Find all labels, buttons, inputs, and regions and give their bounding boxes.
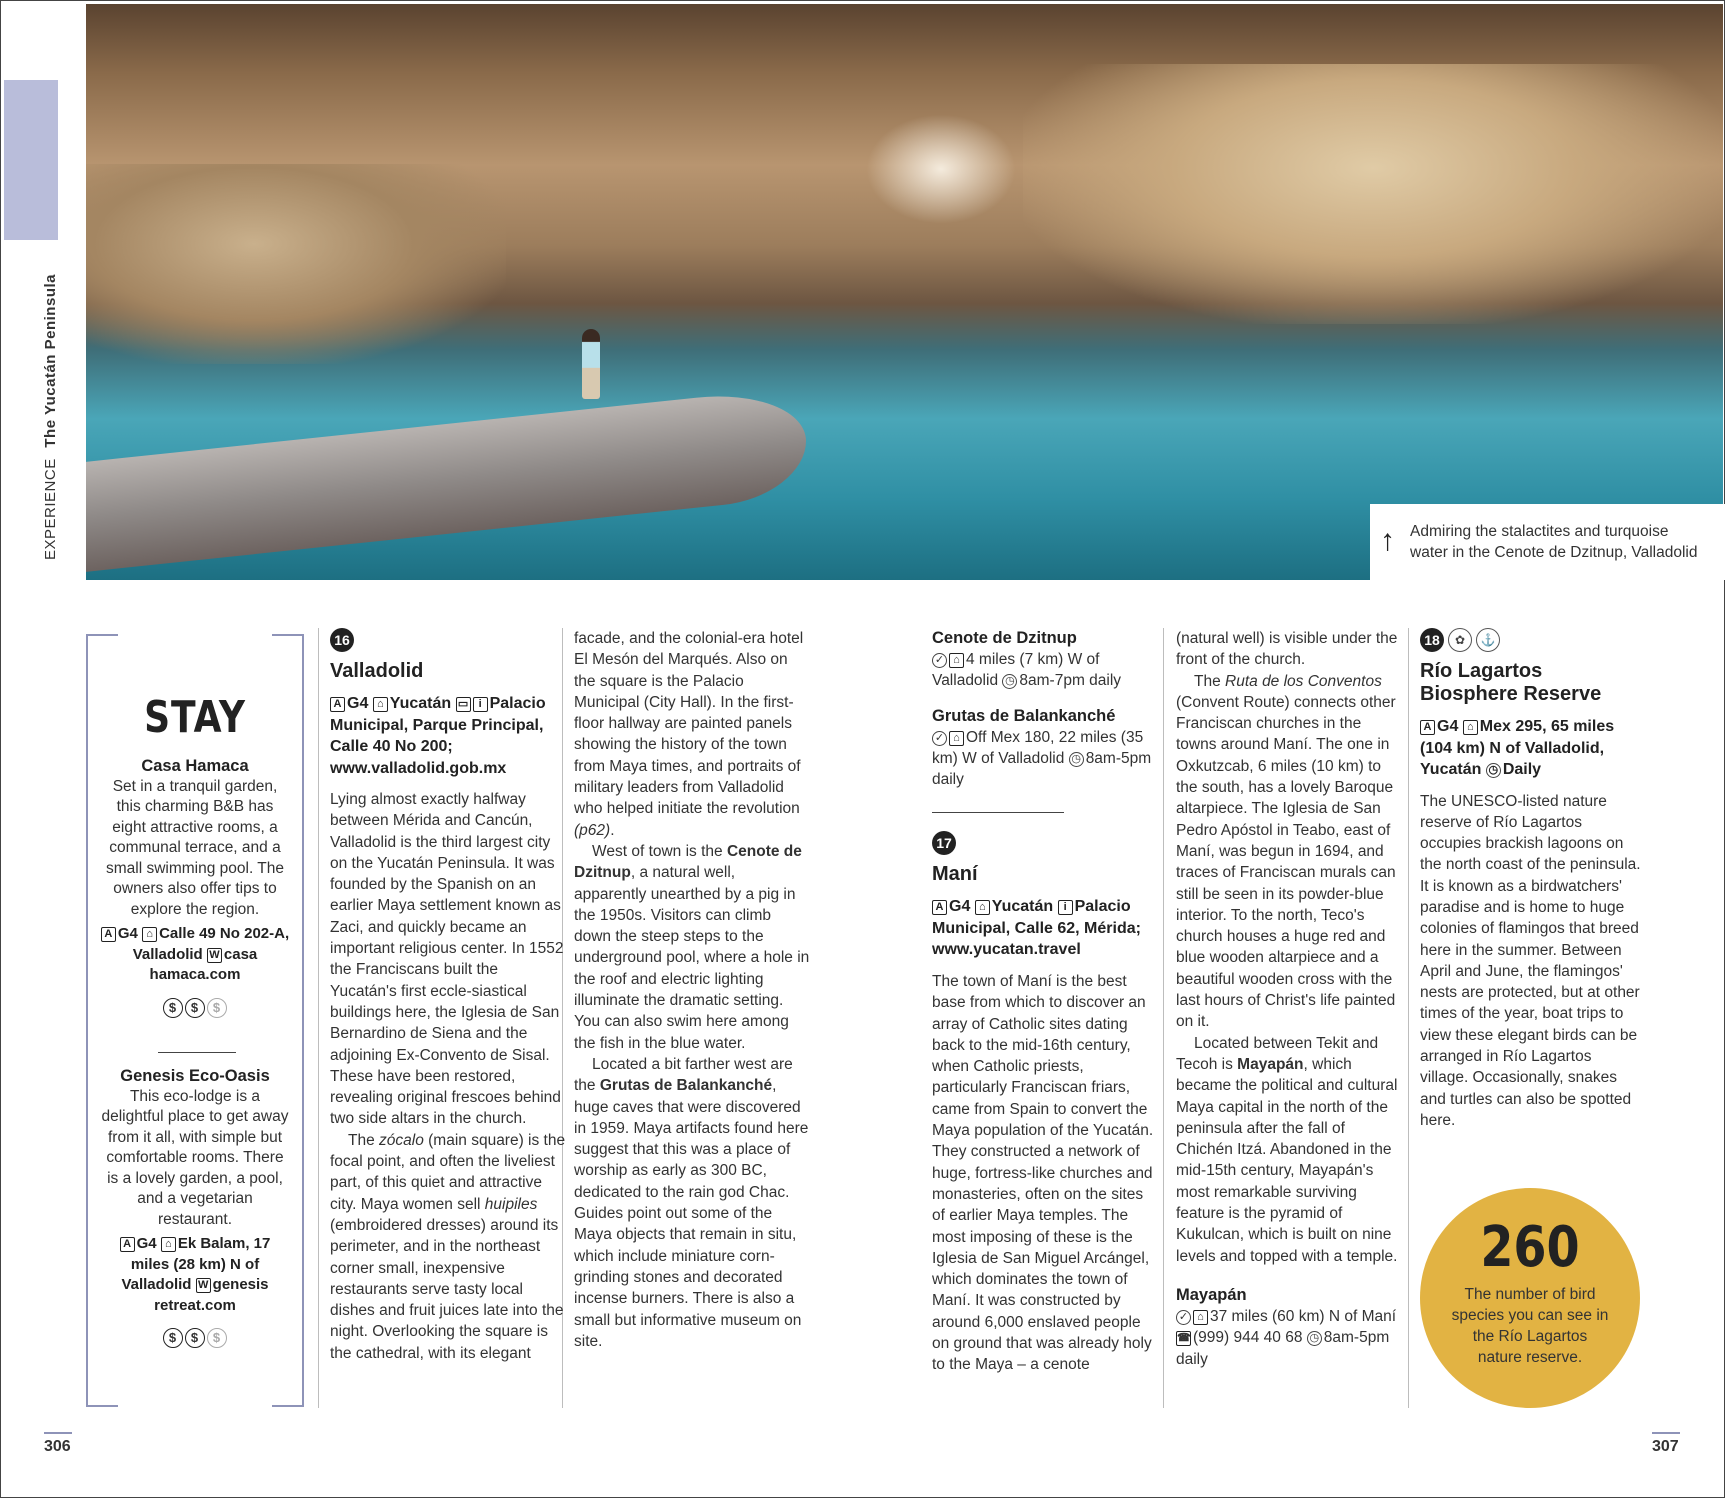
cenote-location: 4 miles (7 km) W of Valladolid	[932, 651, 1100, 690]
fact-circle	[1420, 1188, 1640, 1408]
entry-title-rio-lagartos: Río Lagartos Biosphere Reserve	[1420, 660, 1602, 705]
info-icon: i	[1058, 900, 1073, 915]
stay-entry-info	[100, 1234, 290, 1316]
stay-corner-tl	[88, 634, 118, 636]
price-dollar-empty: $	[207, 1328, 227, 1348]
stay-entry-web[interactable]: genesis retreat.com	[154, 1276, 269, 1314]
text-run: Located a bit farther west are the	[574, 1055, 793, 1095]
entry-title-valladolid: Valladolid	[330, 660, 424, 682]
rio-location: Mex 295, 65 miles (104 km) N of Valladolid, Yucatán	[1420, 718, 1615, 778]
boat-icon: ⚓	[1476, 628, 1500, 652]
text-run: facade, and the colonial-era hotel El Mesón del Marqués. Also on the square is the Palacio Municipal (City Hall). In the first-floor hallway are painted panels showing the history of the town from Maya times, and portraits of military leaders from Valladolid who helped initiate the revolution	[574, 630, 804, 818]
price-dollar-filled: $	[163, 1328, 183, 1348]
text-run: , huge caves that were discovered in 1959. Maya artifacts found here suggest that this was a place of worship as early as 300 BC, dedicated to the rain god Chac. Guides point out some of the Maya objects that remain in situ, which include miniature corn-grinding stones and decorated incense burners. There is also a small but informative museum on site.	[574, 1077, 809, 1350]
mani-office: Palacio Municipal, Calle 62, Mérida; www.yucatan.travel	[932, 898, 1141, 959]
text-run: The	[1194, 672, 1226, 690]
ticket-icon: ✓	[1176, 1310, 1191, 1325]
web-icon: W	[196, 1278, 211, 1293]
text-bold: Cenote de Dzitnup	[574, 842, 802, 882]
column-valladolid-cont	[574, 628, 810, 1352]
grutas-info	[932, 727, 1154, 791]
stay-entry-description: This eco-lodge is a delightful place to get away from it all, with simple but comfortable rooms. There is a lovely garden, a pool, and a vegetarian restaurant.	[101, 1087, 289, 1228]
photo-stalactite-glow	[866, 114, 1016, 224]
region-icon: ⌂	[975, 900, 990, 915]
side-section-label	[42, 274, 59, 560]
fact-text: The number of bird species you can see in the Río Lagartos nature reserve.	[1451, 1286, 1609, 1366]
address-icon: ⌂	[142, 927, 157, 942]
hero-photo-cenote	[86, 4, 1723, 580]
bus-icon: ▭	[456, 697, 471, 712]
mani-info	[932, 896, 1154, 961]
mani-region: Yucatán	[991, 898, 1054, 916]
column-mani	[932, 628, 1154, 1376]
mayapan-hours: 8am-5pm daily	[1176, 1329, 1390, 1368]
valladolid-paragraph-2	[330, 1130, 566, 1364]
mayapan-info	[1176, 1306, 1398, 1370]
ticket-icon: ✓	[932, 653, 947, 668]
valladolid-paragraph-3	[574, 628, 810, 841]
column-mani-cont	[1176, 628, 1398, 1370]
fact-number: 260	[1480, 1215, 1580, 1280]
text-run: , a natural well, apparently unearthed by a pig in the 1950s. Visitors can climb down the steep steps to the underground pool, where a hole in the roof and electric lighting illuminate the dramatic setting. You can also swim here among the fish in the blue water.	[574, 864, 810, 1052]
valladolid-paragraph-5	[574, 1054, 810, 1352]
page-number-rule	[1652, 1432, 1680, 1434]
price-dollar-filled: $	[163, 998, 183, 1018]
text-run: West of town is the	[592, 842, 727, 860]
section-label: EXPERIENCE	[42, 458, 59, 560]
valladolid-office: Palacio Municipal, Parque Principal, Calle 40 No 200; www.valladolid.gob.mx	[330, 695, 546, 777]
stay-entry-web[interactable]: casa hamaca.com	[149, 945, 258, 983]
stay-box	[86, 634, 304, 1407]
rio-info	[1420, 716, 1642, 781]
rio-grid: G4	[1437, 718, 1459, 735]
text-run: , which became the political and cultural Maya capital in the north of the peninsula after the fall of Chichén Itzá. Abandoned in the mid-15th century, Mayapán's most remarkable surviving feature is the pyramid of Kukulcan, which is built on nine levels and topped with a temple.	[1176, 1055, 1398, 1265]
map-grid-icon: A	[1420, 720, 1435, 735]
column-rule	[1408, 628, 1409, 1408]
map-grid-icon: A	[932, 900, 947, 915]
page-reference[interactable]: (p62)	[574, 821, 611, 839]
side-accent-tab	[4, 80, 58, 240]
caption-arrow-icon: ↑	[1380, 524, 1395, 557]
column-rule	[318, 628, 319, 1408]
region-icon: ⌂	[373, 697, 388, 712]
address-icon: ⌂	[949, 653, 964, 668]
price-dollar-filled: $	[185, 1328, 205, 1348]
stay-divider	[158, 1052, 236, 1053]
page-number-left: 306	[44, 1438, 71, 1455]
valladolid-grid: G4	[347, 695, 369, 712]
address-icon: ⌂	[1463, 720, 1478, 735]
phone-icon: ☎	[1177, 1332, 1191, 1345]
ticket-icon: ✓	[932, 731, 947, 746]
page-number-rule	[44, 1432, 72, 1434]
grutas-location: Off Mex 180, 22 miles (35 km) W of Valladolid	[932, 728, 1144, 767]
stay-entry-name: Casa Hamaca	[141, 757, 249, 775]
sight-title-mayapan: Mayapán	[1176, 1285, 1247, 1304]
clock-icon: ◷	[1307, 1331, 1322, 1346]
column-rio-lagartos	[1420, 628, 1642, 1131]
stay-corner-tr	[272, 634, 302, 636]
mani-paragraph-3	[1176, 671, 1398, 1033]
stay-entry-name: Genesis Eco-Oasis	[120, 1067, 270, 1085]
photo-stone-platform	[86, 386, 806, 572]
map-grid-icon: A	[101, 927, 116, 942]
photo-caption: Admiring the stalactites and turquoise water in the Cenote de Dzitnup, Valladolid	[1410, 523, 1698, 561]
mayapan-location: 37 miles (60 km) N of Maní	[1210, 1307, 1397, 1325]
price-dollar-filled: $	[185, 998, 205, 1018]
text-run: (Convent Route) connects other Franciscan churches in the towns around Maní. The one in Oxkutzcab, 6 miles (10 km) to the south, has a lovely Baroque altarpiece. The Iglesia de San Pedro Apóstol in Teabo, east of Maní, was begun in 1694, and traces of Franciscan murals can still be seen in its powder-blue interior. To the north, Teco's church houses a huge red and blue wooden altarpiece and a beautiful wooden cross with the last hours of Christ's life painted on it.	[1176, 693, 1396, 1031]
page-number-right: 307	[1652, 1438, 1679, 1455]
web-icon: W	[207, 948, 222, 963]
price-rating	[100, 1326, 290, 1348]
stay-entry-grid: G4	[117, 925, 138, 942]
address-icon: ⌂	[949, 731, 964, 746]
wildlife-icon: ✿	[1448, 628, 1472, 652]
valladolid-region: Yucatán	[389, 695, 452, 712]
valladolid-paragraph-4	[574, 841, 810, 1054]
stay-entry-genesis	[100, 1066, 290, 1348]
stay-entry-address: Calle 49 No 202-A, Valladolid	[132, 925, 290, 963]
price-dollar-empty: $	[207, 998, 227, 1018]
clock-icon: ◷	[1486, 763, 1501, 778]
entry-number-badge: 18	[1420, 628, 1444, 652]
entry-number-badge: 17	[932, 831, 956, 855]
mayapan-phone: (999) 944 40 68	[1193, 1329, 1303, 1347]
stay-entry-info	[100, 924, 290, 986]
cenote-hours: 8am-7pm daily	[1019, 672, 1122, 690]
text-run: The	[348, 1131, 380, 1149]
rio-hours: Daily	[1502, 761, 1542, 778]
text-run: (main square) is the focal point, and often the liveliest part, of this quiet and attractive city. Maya women sell	[330, 1131, 566, 1213]
stay-corner-bl	[88, 1405, 118, 1407]
column-valladolid	[330, 628, 566, 1364]
price-rating	[100, 996, 290, 1018]
section-divider	[932, 812, 1064, 813]
photo-rock-left	[86, 164, 506, 364]
sight-title-grutas: Grutas de Balankanché	[932, 706, 1116, 725]
entry-title-mani: Maní	[932, 863, 978, 886]
text-italic: zócalo	[379, 1131, 424, 1149]
photo-person	[582, 329, 600, 399]
stay-entry-address: Ek Balam, 17 miles (28 km) N of Valladolid	[121, 1235, 271, 1293]
text-italic: Ruta de los Conventos	[1225, 672, 1382, 690]
info-icon: i	[473, 697, 488, 712]
stay-corner-br	[272, 1405, 302, 1407]
cenote-info	[932, 649, 1154, 692]
grutas-hours: 8am-5pm daily	[932, 749, 1152, 789]
text-run: Located between Tekit and Tecoh is	[1176, 1034, 1379, 1073]
map-grid-icon: A	[120, 1237, 135, 1252]
entry-number-badge: 16	[330, 628, 354, 652]
sight-title-cenote: Cenote de Dzitnup	[932, 629, 1077, 647]
stay-entry-grid: G4	[136, 1235, 157, 1252]
address-icon: ⌂	[1193, 1310, 1208, 1325]
mani-paragraph-4	[1176, 1033, 1398, 1267]
text-run: (embroidered dresses) around its perimeter, and in the northeast corner small, inexpensive restaurants serve tasty local dishes and fruit juices late into the night. Overlooking the square is the cathedral, with its elegant	[330, 1216, 564, 1362]
mani-paragraph-2: (natural well) is visible under the front of the church.	[1176, 630, 1398, 669]
rio-paragraph-1: The UNESCO-listed nature reserve of Río Lagartos occupies brackish lagoons on the north coast of the peninsula. It is known as a birdwatchers' paradise and is home to huge colonies of flamingos that breed here in the summer. Between April and June, the flamingos' nests are protected, but at other times of the year, boat trips to view these elegant birds can be arranged in Río Lagartos village. Occasionally, snakes and turtles can also be spotted here.	[1420, 792, 1641, 1129]
chapter-label: The Yucatán Peninsula	[42, 274, 59, 448]
address-icon: ⌂	[161, 1237, 176, 1252]
stay-title: STAY	[144, 692, 246, 743]
stay-entry-description: Set in a tranquil garden, this charming B&B has eight attractive rooms, a communal terrace, and a small swimming pool. The owners also offer tips to explore the region.	[105, 777, 285, 918]
clock-icon: ◷	[1069, 752, 1084, 767]
mani-grid: G4	[949, 898, 971, 916]
column-rule	[1163, 628, 1164, 1408]
mani-paragraph-1: The town of Maní is the best base from which to discover an array of Catholic sites dating back to the mid-16th century, when Catholic priests, particularly Franciscan friars, came from Spain to convert the Maya population of the Yucatán. They constructed a network of huge, fortress-like churches and monasteries, often on the sites of earlier Maya temples. The most imposing of these is the Iglesia de San Miguel Arcángel, which dominates the town of Maní. It was constructed by around 6,000 enslaved people on ground that was already holy to the Maya – a cenote	[932, 972, 1154, 1374]
map-grid-icon: A	[330, 697, 345, 712]
text-italic: huipiles	[484, 1195, 538, 1213]
text-run: .	[610, 821, 615, 839]
valladolid-paragraph-1: Lying almost exactly halfway between Mérida and Cancún, Valladolid is the third largest city on the Yucatán Peninsula. It was founded by the Spanish on an earlier Maya settlement known as Zaci, and quickly became an important religious center. In 1552 the Franciscans built the Yucatán's first eccle-siastical buildings here, the Iglesia de San Bernardino de Siena and the adjoining Ex-Convento de Sisal. These have been restored, revealing original frescoes behind two side altars in the church.	[330, 791, 564, 1128]
valladolid-info	[330, 693, 566, 779]
clock-icon: ◷	[1002, 674, 1017, 689]
photo-rock-right	[1023, 64, 1723, 324]
text-bold: Grutas de Balankanché	[599, 1077, 773, 1095]
text-bold: Mayapán	[1237, 1055, 1304, 1073]
stay-entry-casa-hamaca	[100, 756, 290, 1018]
